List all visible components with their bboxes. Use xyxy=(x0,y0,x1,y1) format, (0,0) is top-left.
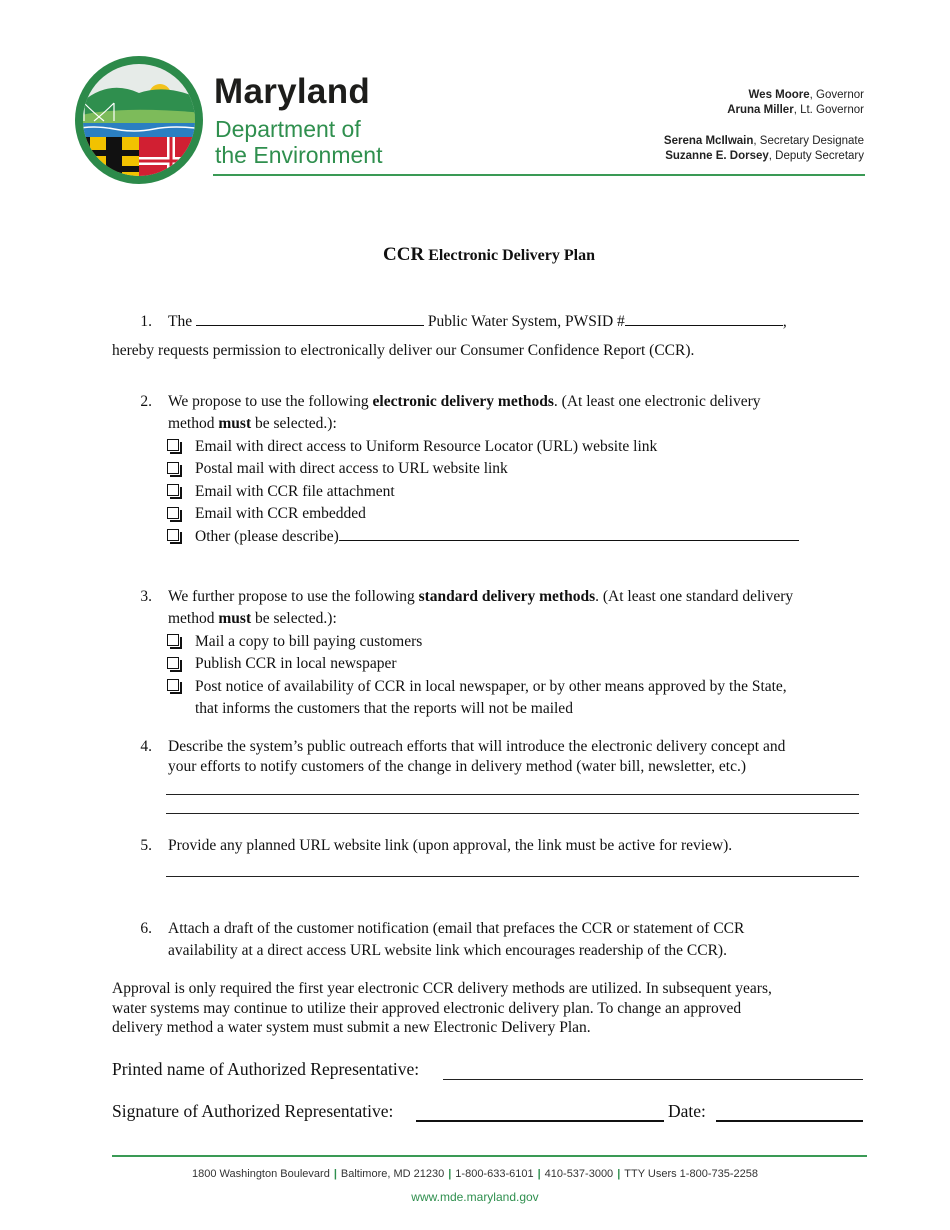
checkbox-icon[interactable] xyxy=(167,484,179,496)
header-divider xyxy=(213,174,865,176)
item-5-number: 5. xyxy=(140,837,152,854)
outreach-answer-line-2[interactable] xyxy=(166,813,859,814)
mde-seal-logo xyxy=(74,55,204,185)
checkbox-icon[interactable] xyxy=(167,462,179,474)
electronic-option-embedded: Email with CCR embedded xyxy=(195,505,366,522)
other-description-field[interactable] xyxy=(339,526,799,541)
water-system-name-field[interactable] xyxy=(196,311,424,326)
checkbox-icon[interactable] xyxy=(167,529,179,541)
standard-option-mail: Mail a copy to bill paying customers xyxy=(195,633,423,650)
item-4-line1: Describe the system’s public outreach efforts that will introduce the electronic delivery concept and xyxy=(168,738,786,755)
standard-option-notice: Post notice of availability of CCR in local newspaper, or by other means approved by the State, xyxy=(195,678,787,695)
outreach-answer-line-1[interactable] xyxy=(166,794,859,795)
electronic-option-attachment: Email with CCR file attachment xyxy=(195,483,395,500)
item-1-line: The Public Water System, PWSID # , xyxy=(168,313,787,330)
org-subtitle-line1: Department of xyxy=(215,116,361,142)
official-secretary: Serena McIlwain, Secretary Designate xyxy=(663,135,864,147)
checkbox-icon[interactable] xyxy=(167,634,179,646)
item-1-continuation: hereby requests permission to electronically deliver our Consumer Confidence Report (CCR). xyxy=(112,342,695,359)
form-title: CCR Electronic Delivery Plan xyxy=(383,244,595,265)
printed-name-field[interactable] xyxy=(443,1079,863,1080)
item-4-line2: your efforts to notify customers of the change in delivery method (water bill, newsletter, etc.) xyxy=(168,758,747,775)
footer-website-link[interactable]: www.mde.maryland.gov xyxy=(411,1190,539,1204)
checkbox-icon[interactable] xyxy=(167,679,179,691)
item-2-line2: method must be selected.): xyxy=(168,415,337,432)
org-title: Maryland xyxy=(214,72,371,111)
item-2-number: 2. xyxy=(140,393,152,410)
checkbox-icon[interactable] xyxy=(167,439,179,451)
pwsid-field[interactable] xyxy=(625,311,783,326)
item-3-number: 3. xyxy=(140,588,152,605)
official-governor: Wes Moore, Governor xyxy=(748,89,864,101)
item-2-line1: We propose to use the following electronic delivery methods. (At least one electronic delivery xyxy=(168,393,761,410)
checkbox-icon[interactable] xyxy=(167,507,179,519)
electronic-option-other: Other (please describe) xyxy=(195,526,799,549)
checkbox-icon[interactable] xyxy=(167,657,179,669)
item-6-line1: Attach a draft of the customer notification (email that prefaces the CCR or statement of CCR xyxy=(168,920,745,937)
url-answer-line[interactable] xyxy=(166,876,859,877)
item-4-number: 4. xyxy=(140,738,152,755)
item-5-line1: Provide any planned URL website link (upon approval, the link must be active for review). xyxy=(168,837,733,854)
item-3-line2: method must be selected.): xyxy=(168,610,337,627)
electronic-option-url-email: Email with direct access to Uniform Resource Locator (URL) website link xyxy=(195,438,658,455)
official-deputy-secretary: Suzanne E. Dorsey, Deputy Secretary xyxy=(665,150,864,162)
footer-address: 1800 Washington Boulevard | Baltimore, MD 21230 | 1-800-633-6101 | 410-537-3000 | TTY Users 1-800-735-2258 xyxy=(192,1168,758,1180)
signature-label: Signature of Authorized Representative: xyxy=(112,1101,394,1121)
standard-option-newspaper: Publish CCR in local newspaper xyxy=(195,655,397,672)
item-1-number: 1. xyxy=(140,313,152,330)
approval-note: Approval is only required the first year electronic CCR delivery methods are utilized. In subsequent years, water systems may continue to utilize their approved electronic delivery plan. To change an approved delivery method a water system must submit a new Electronic Delivery Plan. xyxy=(112,980,772,1036)
standard-option-notice-continuation: that informs the customers that the reports will not be mailed xyxy=(195,700,573,717)
date-field[interactable] xyxy=(716,1120,863,1122)
electronic-option-postal-url: Postal mail with direct access to URL website link xyxy=(195,460,508,477)
date-label: Date: xyxy=(668,1101,706,1121)
org-subtitle-line2: the Environment xyxy=(215,142,383,168)
item-6-line2: availability at a direct access URL website link which encourages readership of the CCR). xyxy=(168,942,727,959)
signature-field[interactable] xyxy=(416,1120,664,1122)
official-lt-governor: Aruna Miller, Lt. Governor xyxy=(727,104,864,116)
printed-name-row: Printed name of Authorized Representative: xyxy=(112,1059,420,1079)
item-6-number: 6. xyxy=(140,920,152,937)
item-3-line1: We further propose to use the following standard delivery methods. (At least one standard delivery xyxy=(168,588,794,605)
footer-divider xyxy=(112,1155,867,1157)
